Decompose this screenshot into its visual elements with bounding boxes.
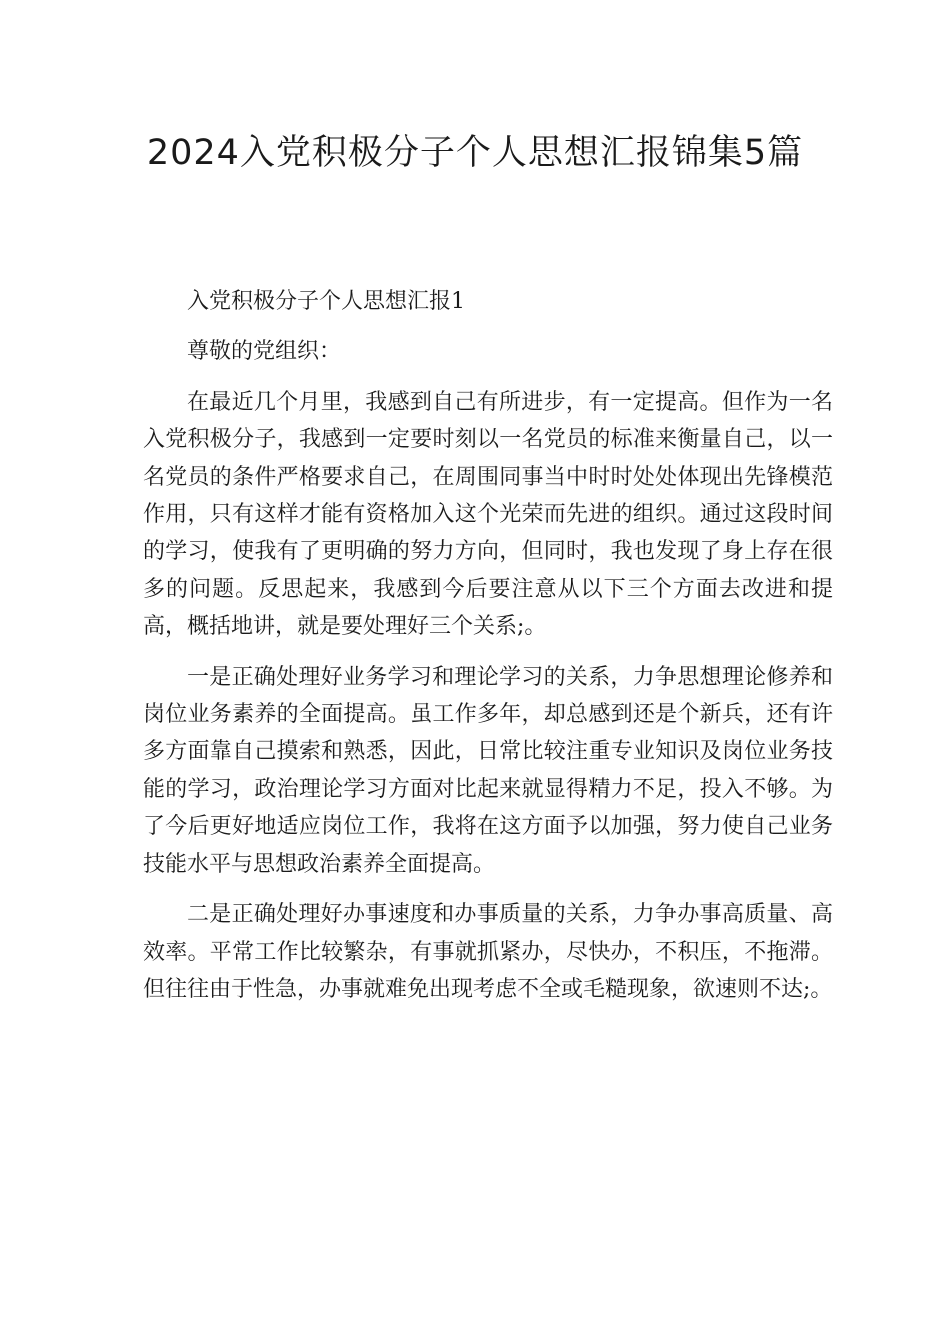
body-paragraph: 在最近几个月里，我感到自己有所进步，有一定提高。但作为一名入党积极分子，我感到一定要时刻以一名党员的标准来衡量自己，以一名党员的条件严格要求自己，在周围同事当中时时处处体现出先锋模范作用，只有这样才能有资格加入这个光荣而先进的组织。通过这段时间的学习，使我有了更明确的努力方向，但同时，我也发现了身上存在很多的问题。反思起来，我感到今后要注意从以下三个方面去改进和提高，概括地讲，就是要处理好三个关系;。	[143, 389, 833, 640]
body-paragraph: 一是正确处理好业务学习和理论学习的关系，力争思想理论修养和岗位业务素养的全面提高。虽工作多年，却总感到还是个新兵，还有许多方面靠自己摸索和熟悉，因此，日常比较注重专业知识及岗位业务技能的学习，政治理论学习方面对比起来就显得精力不足，投入不够。为了今后更好地适应岗位工作，我将在这方面予以加强，努力使自己业务技能水平与思想政治素养全面提高。	[143, 664, 833, 877]
document-body	[143, 283, 833, 1008]
section-heading: 入党积极分子个人思想汇报1	[187, 289, 465, 314]
body-paragraph: 二是正确处理好办事速度和办事质量的关系，力争办事高质量、高效率。平常工作比较繁杂，有事就抓紧办，尽快办，不积压，不拖滞。但往往由于性急，办事就难免出现考虑不全或毛糙现象，欲速则不达;。	[143, 902, 833, 1002]
document-title: 2024入党积极分子个人思想汇报锦集5篇	[146, 133, 804, 173]
salutation: 尊敬的党组织：	[187, 339, 342, 365]
